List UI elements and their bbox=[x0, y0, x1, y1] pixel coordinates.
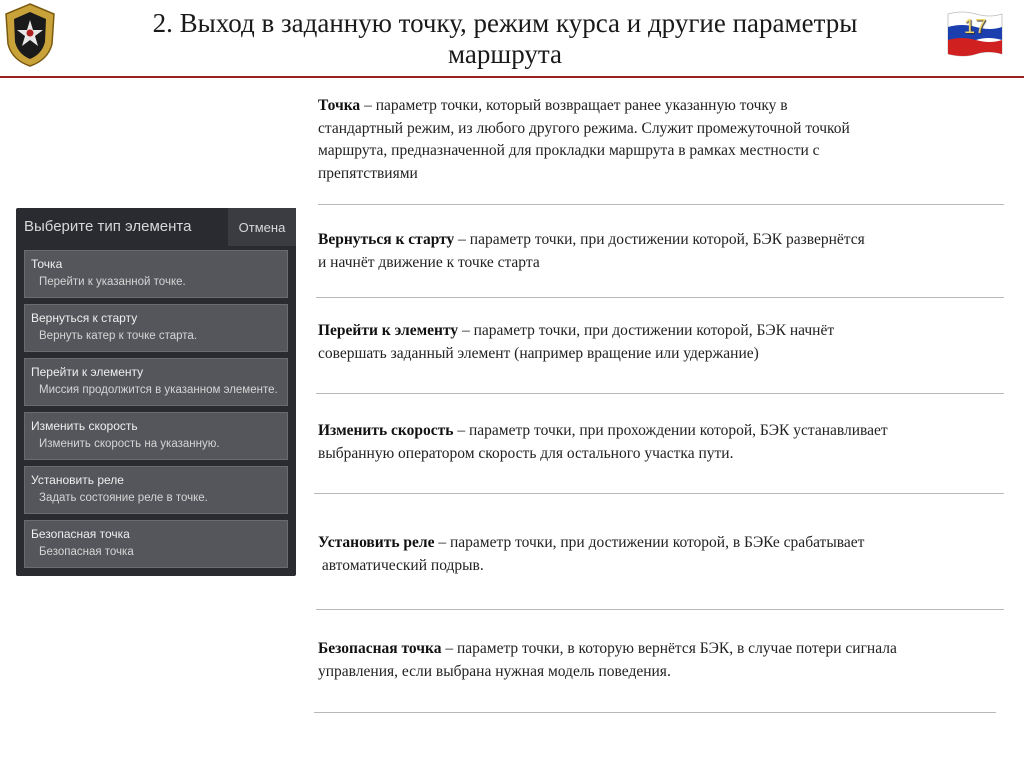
option-subtitle: Миссия продолжится в указанном элементе. bbox=[39, 384, 278, 396]
separator bbox=[318, 204, 1004, 205]
option-set-relay[interactable] bbox=[24, 466, 288, 514]
page-title-line-1: 2. Выход в заданную точку, режим курса и другие параметры bbox=[152, 8, 858, 38]
description-term: Безопасная точка bbox=[318, 640, 442, 657]
option-return-to-start[interactable] bbox=[24, 304, 288, 352]
page-title bbox=[70, 8, 940, 70]
cancel-button[interactable]: Отмена bbox=[228, 208, 296, 246]
description-line: стандартный режим, из любого другого режима. Служит промежуточной точкой bbox=[318, 119, 850, 137]
description-set-relay bbox=[318, 532, 1008, 577]
description-line: совершать заданный элемент (например вращение или удержание) bbox=[318, 344, 759, 362]
description-return-to-start bbox=[318, 229, 1008, 274]
option-subtitle: Безопасная точка bbox=[39, 546, 134, 558]
page-title-line-2: маршрута bbox=[448, 39, 562, 69]
military-emblem-icon bbox=[2, 2, 58, 68]
option-title: Установить реле bbox=[31, 473, 124, 487]
description-line bbox=[318, 229, 1008, 252]
description-line: и начнёт движение к точке старта bbox=[318, 253, 540, 271]
description-line bbox=[318, 320, 1008, 343]
option-title: Безопасная точка bbox=[31, 527, 130, 541]
description-line bbox=[318, 95, 1008, 118]
option-point[interactable] bbox=[24, 250, 288, 298]
description-term: Установить реле bbox=[318, 534, 435, 551]
description-line bbox=[318, 420, 1008, 443]
description-text: – параметр точки, при достижении которой, БЭК начнёт bbox=[462, 322, 835, 339]
option-subtitle: Изменить скорость на указанную. bbox=[39, 438, 220, 450]
description-line: маршрута, предназначенной для прокладки маршрута в рамках местности с bbox=[318, 142, 820, 159]
description-text: – параметр точки, при достижении которой, в БЭКе срабатывает bbox=[438, 534, 865, 551]
option-subtitle: Перейти к указанной точке. bbox=[39, 276, 186, 288]
description-text: – параметр точки, при достижении которой, БЭК развернётся bbox=[458, 231, 865, 248]
page-number: 17 bbox=[963, 16, 987, 38]
description-line bbox=[318, 532, 1008, 555]
dialog-title: Выберите тип элемента bbox=[24, 218, 192, 235]
description-term: Точка bbox=[318, 97, 361, 114]
description-line bbox=[318, 638, 1008, 661]
option-title: Изменить скорость bbox=[31, 419, 138, 433]
description-point bbox=[318, 95, 1008, 185]
header-divider bbox=[0, 76, 1024, 78]
description-safe-point bbox=[318, 638, 1008, 683]
description-text: – параметр точки, в которую вернётся БЭК, в случае потери сигнала bbox=[445, 640, 897, 657]
option-safe-point[interactable] bbox=[24, 520, 288, 568]
option-title: Перейти к элементу bbox=[31, 365, 144, 379]
description-term: Вернуться к старту bbox=[318, 231, 455, 248]
description-text: – параметр точки, который возвращает ранее указанную точку в bbox=[364, 97, 788, 114]
separator bbox=[316, 609, 1004, 610]
option-subtitle: Задать состояние реле в точке. bbox=[39, 492, 208, 504]
option-title: Вернуться к старту bbox=[31, 311, 138, 325]
description-line: препятствиями bbox=[318, 164, 418, 182]
description-go-to-element bbox=[318, 320, 1008, 365]
description-line: выбранную оператором скорость для остального участка пути. bbox=[318, 444, 734, 462]
description-line: управления, если выбрана нужная модель поведения. bbox=[318, 662, 671, 680]
description-term: Перейти к элементу bbox=[318, 322, 459, 339]
element-type-dialog bbox=[16, 208, 296, 576]
dialog-header bbox=[16, 208, 296, 246]
description-change-speed bbox=[318, 420, 1008, 465]
description-term: Изменить скорость bbox=[318, 422, 454, 439]
option-change-speed[interactable] bbox=[24, 412, 288, 460]
description-text: – параметр точки, при прохождении которой, БЭК устанавливает bbox=[457, 422, 888, 439]
option-subtitle: Вернуть катер к точке старта. bbox=[39, 330, 197, 342]
separator bbox=[314, 493, 1004, 494]
description-line: автоматический подрыв. bbox=[318, 556, 484, 574]
option-title: Точка bbox=[31, 257, 63, 271]
separator bbox=[316, 393, 1004, 394]
separator bbox=[316, 297, 1004, 298]
separator bbox=[314, 712, 996, 713]
option-go-to-element[interactable] bbox=[24, 358, 288, 406]
